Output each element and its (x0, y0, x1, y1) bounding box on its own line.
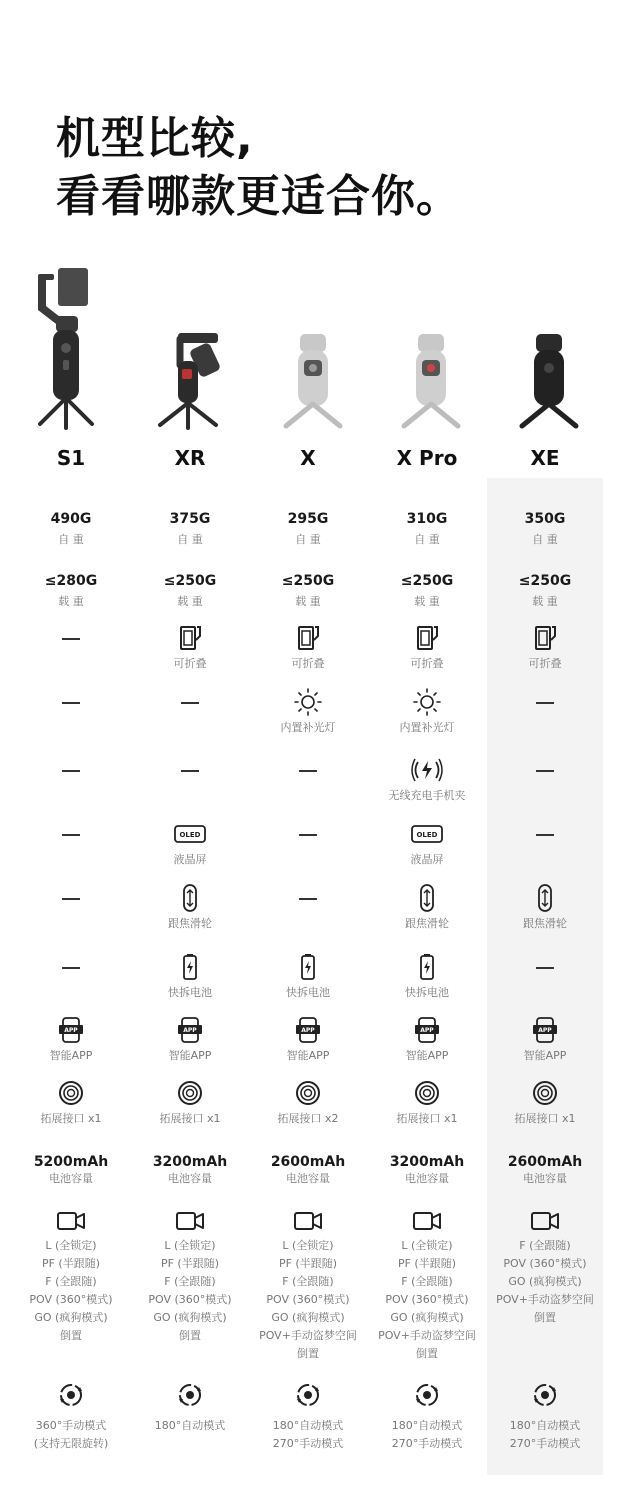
video-camera-icon (54, 1207, 88, 1235)
rotation-mode-item: 270°手动模式 (391, 1437, 463, 1450)
product-images (0, 260, 623, 440)
fold-label: 可折叠 (410, 657, 444, 670)
app-label: 智能APP (49, 1049, 93, 1062)
video-mode-item: L (全锁定) (164, 1239, 216, 1252)
capacity-cell (486, 1153, 604, 1187)
video-mode-item: POV (360°模式) (148, 1293, 232, 1306)
model-name: XE (530, 446, 560, 470)
title-line-1: 机型比较, (56, 113, 254, 164)
app-cell (486, 1016, 604, 1064)
payload-value: ≤250G (400, 573, 454, 589)
not-available-dash (62, 770, 80, 772)
rotation-mode-item: 180°自动模式 (154, 1419, 226, 1432)
rotate-icon (291, 1381, 325, 1409)
payload-cell (249, 572, 367, 610)
rotation-cell (12, 1381, 130, 1453)
capacity-label: 电池容量 (405, 1172, 449, 1185)
wireless-label: 无线充电手机夹 (388, 789, 466, 802)
capacity-value: 3200mAh (389, 1154, 465, 1170)
xe-product-image (514, 330, 584, 430)
rotation-modes-list (368, 1417, 486, 1453)
app-icon (410, 1016, 444, 1044)
fold-label: 可折叠 (173, 657, 207, 670)
rotate-icon (54, 1381, 88, 1409)
video-camera-icon (410, 1207, 444, 1235)
wireless-cell (368, 756, 486, 804)
app-icon (291, 1016, 325, 1044)
video-mode-item: GO (疯狗模式) (271, 1311, 345, 1324)
oled-icon (173, 820, 207, 848)
rotate-icon (528, 1381, 562, 1409)
video-modes-list (486, 1237, 604, 1327)
battery_swap-cell (12, 953, 130, 969)
x-pro-product-image (396, 330, 466, 430)
battery_swap-cell (486, 953, 604, 969)
app-icon (54, 1016, 88, 1044)
payload-label: 载 重 (177, 595, 203, 608)
capacity-label: 电池容量 (286, 1172, 330, 1185)
wireless-cell (12, 756, 130, 772)
capacity-cell (131, 1153, 249, 1187)
payload-cell (368, 572, 486, 610)
app-cell (12, 1016, 130, 1064)
fold-icon (528, 624, 562, 652)
battery-icon (173, 953, 207, 981)
fold-cell (131, 624, 249, 672)
focus-cell (249, 884, 367, 900)
video-mode-item: 倒置 (416, 1347, 438, 1360)
port-icon (173, 1079, 207, 1107)
svg-text:APP: APP (538, 1027, 552, 1034)
svg-text:APP: APP (64, 1027, 78, 1034)
app-label: 智能APP (168, 1049, 212, 1062)
weight-value: 310G (406, 511, 448, 527)
weight-cell (249, 510, 367, 548)
rotate-icon (173, 1381, 207, 1409)
app-icon (173, 1016, 207, 1044)
weight-label: 自 重 (295, 533, 321, 546)
app-cell (131, 1016, 249, 1064)
rotation-modes-list (131, 1417, 249, 1435)
video-modes-cell (131, 1207, 249, 1345)
port-icon (291, 1079, 325, 1107)
not-available-dash (181, 770, 199, 772)
xr-product-image (150, 325, 230, 430)
rotation-mode-item: (支持无限旋转) (33, 1437, 109, 1450)
not-available-dash (536, 702, 554, 704)
capacity-cell (368, 1153, 486, 1187)
not-available-dash (181, 702, 199, 704)
screen-label: 液晶屏 (173, 853, 207, 866)
video-camera-icon (528, 1207, 562, 1235)
video-mode-item: PF (半跟随) (278, 1257, 338, 1270)
page-title (56, 110, 461, 226)
video-mode-item: F (全跟随) (45, 1275, 97, 1288)
payload-value: ≤250G (518, 573, 572, 589)
svg-text:OLED: OLED (416, 831, 438, 839)
weight-cell (486, 510, 604, 548)
s1-product-image (20, 260, 110, 430)
rotation-mode-item: 180°自动模式 (391, 1419, 463, 1432)
light-cell (249, 688, 367, 736)
weight-cell (131, 510, 249, 548)
port-icon (528, 1079, 562, 1107)
video-mode-item: L (全锁定) (401, 1239, 453, 1252)
light-label: 内置补光灯 (280, 721, 336, 734)
app-label: 智能APP (405, 1049, 449, 1062)
focus-label: 跟焦滑轮 (523, 917, 567, 930)
focus-label: 跟焦滑轮 (168, 917, 212, 930)
video-mode-item: F (全跟随) (282, 1275, 334, 1288)
weight-label: 自 重 (58, 533, 84, 546)
capacity-value: 3200mAh (152, 1154, 228, 1170)
weight-value: 350G (524, 511, 566, 527)
not-available-dash (62, 967, 80, 969)
model-name: X Pro (396, 446, 458, 470)
battery-icon (291, 953, 325, 981)
svg-text:APP: APP (420, 1027, 434, 1034)
svg-text:APP: APP (183, 1027, 197, 1034)
payload-label: 载 重 (58, 595, 84, 608)
wireless-cell (486, 756, 604, 772)
video-mode-item: POV (360°模式) (385, 1293, 469, 1306)
port-cell (249, 1079, 367, 1127)
video-mode-item: 倒置 (297, 1347, 319, 1360)
model-name: XR (174, 446, 206, 470)
video-mode-item: F (全跟随) (519, 1239, 571, 1252)
video-modes-cell (368, 1207, 486, 1363)
fold-icon (173, 624, 207, 652)
focus-cell (131, 884, 249, 932)
payload-cell (12, 572, 130, 610)
rotation-cell (249, 1381, 367, 1453)
focus-wheel-icon (528, 884, 562, 912)
rotation-modes-list (486, 1417, 604, 1453)
screen-cell (368, 820, 486, 868)
fold-cell (12, 624, 130, 640)
app-cell (249, 1016, 367, 1064)
focus-label: 跟焦滑轮 (405, 917, 449, 930)
port-label: 拓展接口 x1 (514, 1112, 576, 1125)
payload-cell (486, 572, 604, 610)
video-mode-item: F (全跟随) (401, 1275, 453, 1288)
weight-value: 295G (287, 511, 329, 527)
light-label: 内置补光灯 (399, 721, 455, 734)
video-modes-list (131, 1237, 249, 1345)
not-available-dash (62, 638, 80, 640)
focus-wheel-icon (173, 884, 207, 912)
battery_swap-cell (131, 953, 249, 1001)
rotation-mode-item: 270°手动模式 (509, 1437, 581, 1450)
capacity-cell (249, 1153, 367, 1187)
not-available-dash (62, 898, 80, 900)
rotation-cell (368, 1381, 486, 1453)
video-mode-item: PF (半跟随) (397, 1257, 457, 1270)
focus-cell (486, 884, 604, 932)
battery-icon (410, 953, 444, 981)
weight-value: 375G (169, 511, 211, 527)
video-mode-item: POV+手动盗梦空间 (496, 1293, 594, 1306)
screen-cell (486, 820, 604, 836)
video-modes-cell (486, 1207, 604, 1327)
video-mode-item: POV (360°模式) (29, 1293, 113, 1306)
capacity-label: 电池容量 (49, 1172, 93, 1185)
rotate-icon (410, 1381, 444, 1409)
battery_swap-cell (368, 953, 486, 1001)
sun-icon (410, 688, 444, 716)
rotation-mode-item: 360°手动模式 (35, 1419, 107, 1432)
not-available-dash (299, 834, 317, 836)
rotation-mode-item: 270°手动模式 (272, 1437, 344, 1450)
wireless-cell (131, 756, 249, 772)
port-label: 拓展接口 x1 (396, 1112, 458, 1125)
rotation-mode-item: 180°自动模式 (509, 1419, 581, 1432)
payload-value: ≤250G (281, 573, 335, 589)
rotation-modes-list (12, 1417, 130, 1453)
svg-text:APP: APP (301, 1027, 315, 1034)
capacity-label: 电池容量 (168, 1172, 212, 1185)
video-mode-item: F (全跟随) (164, 1275, 216, 1288)
port-cell (131, 1079, 249, 1127)
x-product-image (278, 330, 348, 430)
model-name: X (300, 446, 316, 470)
video-mode-item: GO (疯狗模式) (34, 1311, 108, 1324)
weight-value: 490G (50, 511, 92, 527)
wireless-charge-icon (410, 756, 444, 784)
app-cell (368, 1016, 486, 1064)
video-mode-item: GO (疯狗模式) (508, 1275, 582, 1288)
video-mode-item: POV (360°模式) (503, 1257, 587, 1270)
rotation-mode-item: 180°自动模式 (272, 1419, 344, 1432)
weight-cell (368, 510, 486, 548)
payload-label: 载 重 (295, 595, 321, 608)
svg-text:OLED: OLED (179, 831, 201, 839)
port-label: 拓展接口 x1 (40, 1112, 102, 1125)
capacity-label: 电池容量 (523, 1172, 567, 1185)
focus-cell (368, 884, 486, 932)
video-mode-item: L (全锁定) (282, 1239, 334, 1252)
not-available-dash (536, 834, 554, 836)
video-mode-item: POV+手动盗梦空间 (259, 1329, 357, 1342)
battery_swap-label: 快拆电池 (168, 986, 212, 999)
port-icon (410, 1079, 444, 1107)
video-mode-item: 倒置 (179, 1329, 201, 1342)
port-cell (12, 1079, 130, 1127)
oled-icon (410, 820, 444, 848)
capacity-value: 5200mAh (33, 1154, 109, 1170)
screen-cell (12, 820, 130, 836)
video-modes-cell (249, 1207, 367, 1363)
port-label: 拓展接口 x2 (277, 1112, 339, 1125)
light-cell (368, 688, 486, 736)
video-mode-item: 倒置 (60, 1329, 82, 1342)
title-line-2: 看看哪款更适合你。 (56, 171, 461, 222)
screen-label: 液晶屏 (410, 853, 444, 866)
video-mode-item: POV+手动盗梦空间 (378, 1329, 476, 1342)
weight-label: 自 重 (532, 533, 558, 546)
not-available-dash (299, 898, 317, 900)
not-available-dash (62, 834, 80, 836)
fold-cell (249, 624, 367, 672)
rotation-cell (131, 1381, 249, 1435)
app-label: 智能APP (523, 1049, 567, 1062)
port-label: 拓展接口 x1 (159, 1112, 221, 1125)
capacity-value: 2600mAh (270, 1154, 346, 1170)
light-cell (12, 688, 130, 704)
battery_swap-label: 快拆电池 (405, 986, 449, 999)
video-mode-item: GO (疯狗模式) (153, 1311, 227, 1324)
video-modes-list (368, 1237, 486, 1363)
port-icon (54, 1079, 88, 1107)
not-available-dash (62, 702, 80, 704)
rotation-cell (486, 1381, 604, 1453)
video-mode-item: GO (疯狗模式) (390, 1311, 464, 1324)
payload-label: 载 重 (414, 595, 440, 608)
payload-label: 载 重 (532, 595, 558, 608)
wireless-cell (249, 756, 367, 772)
video-modes-list (12, 1237, 130, 1345)
fold-cell (486, 624, 604, 672)
sun-icon (291, 688, 325, 716)
focus-cell (12, 884, 130, 900)
app-label: 智能APP (286, 1049, 330, 1062)
port-cell (368, 1079, 486, 1127)
battery_swap-label: 快拆电池 (286, 986, 330, 999)
capacity-value: 2600mAh (507, 1154, 583, 1170)
video-mode-item: 倒置 (534, 1311, 556, 1324)
fold-label: 可折叠 (291, 657, 325, 670)
weight-label: 自 重 (414, 533, 440, 546)
video-modes-list (249, 1237, 367, 1363)
payload-cell (131, 572, 249, 610)
payload-value: ≤280G (44, 573, 98, 589)
video-mode-item: PF (半跟随) (160, 1257, 220, 1270)
weight-label: 自 重 (177, 533, 203, 546)
not-available-dash (536, 967, 554, 969)
light-cell (131, 688, 249, 704)
not-available-dash (299, 770, 317, 772)
video-modes-cell (12, 1207, 130, 1345)
fold-icon (410, 624, 444, 652)
video-mode-item: PF (半跟随) (41, 1257, 101, 1270)
fold-cell (368, 624, 486, 672)
capacity-cell (12, 1153, 130, 1187)
focus-wheel-icon (410, 884, 444, 912)
rotation-modes-list (249, 1417, 367, 1453)
video-mode-item: L (全锁定) (45, 1239, 97, 1252)
port-cell (486, 1079, 604, 1127)
video-camera-icon (173, 1207, 207, 1235)
screen-cell (131, 820, 249, 868)
app-icon (528, 1016, 562, 1044)
not-available-dash (536, 770, 554, 772)
video-mode-item: POV (360°模式) (266, 1293, 350, 1306)
weight-cell (12, 510, 130, 548)
model-name: S1 (56, 446, 86, 470)
payload-value: ≤250G (163, 573, 217, 589)
battery_swap-cell (249, 953, 367, 1001)
fold-label: 可折叠 (528, 657, 562, 670)
light-cell (486, 688, 604, 704)
fold-icon (291, 624, 325, 652)
screen-cell (249, 820, 367, 836)
video-camera-icon (291, 1207, 325, 1235)
